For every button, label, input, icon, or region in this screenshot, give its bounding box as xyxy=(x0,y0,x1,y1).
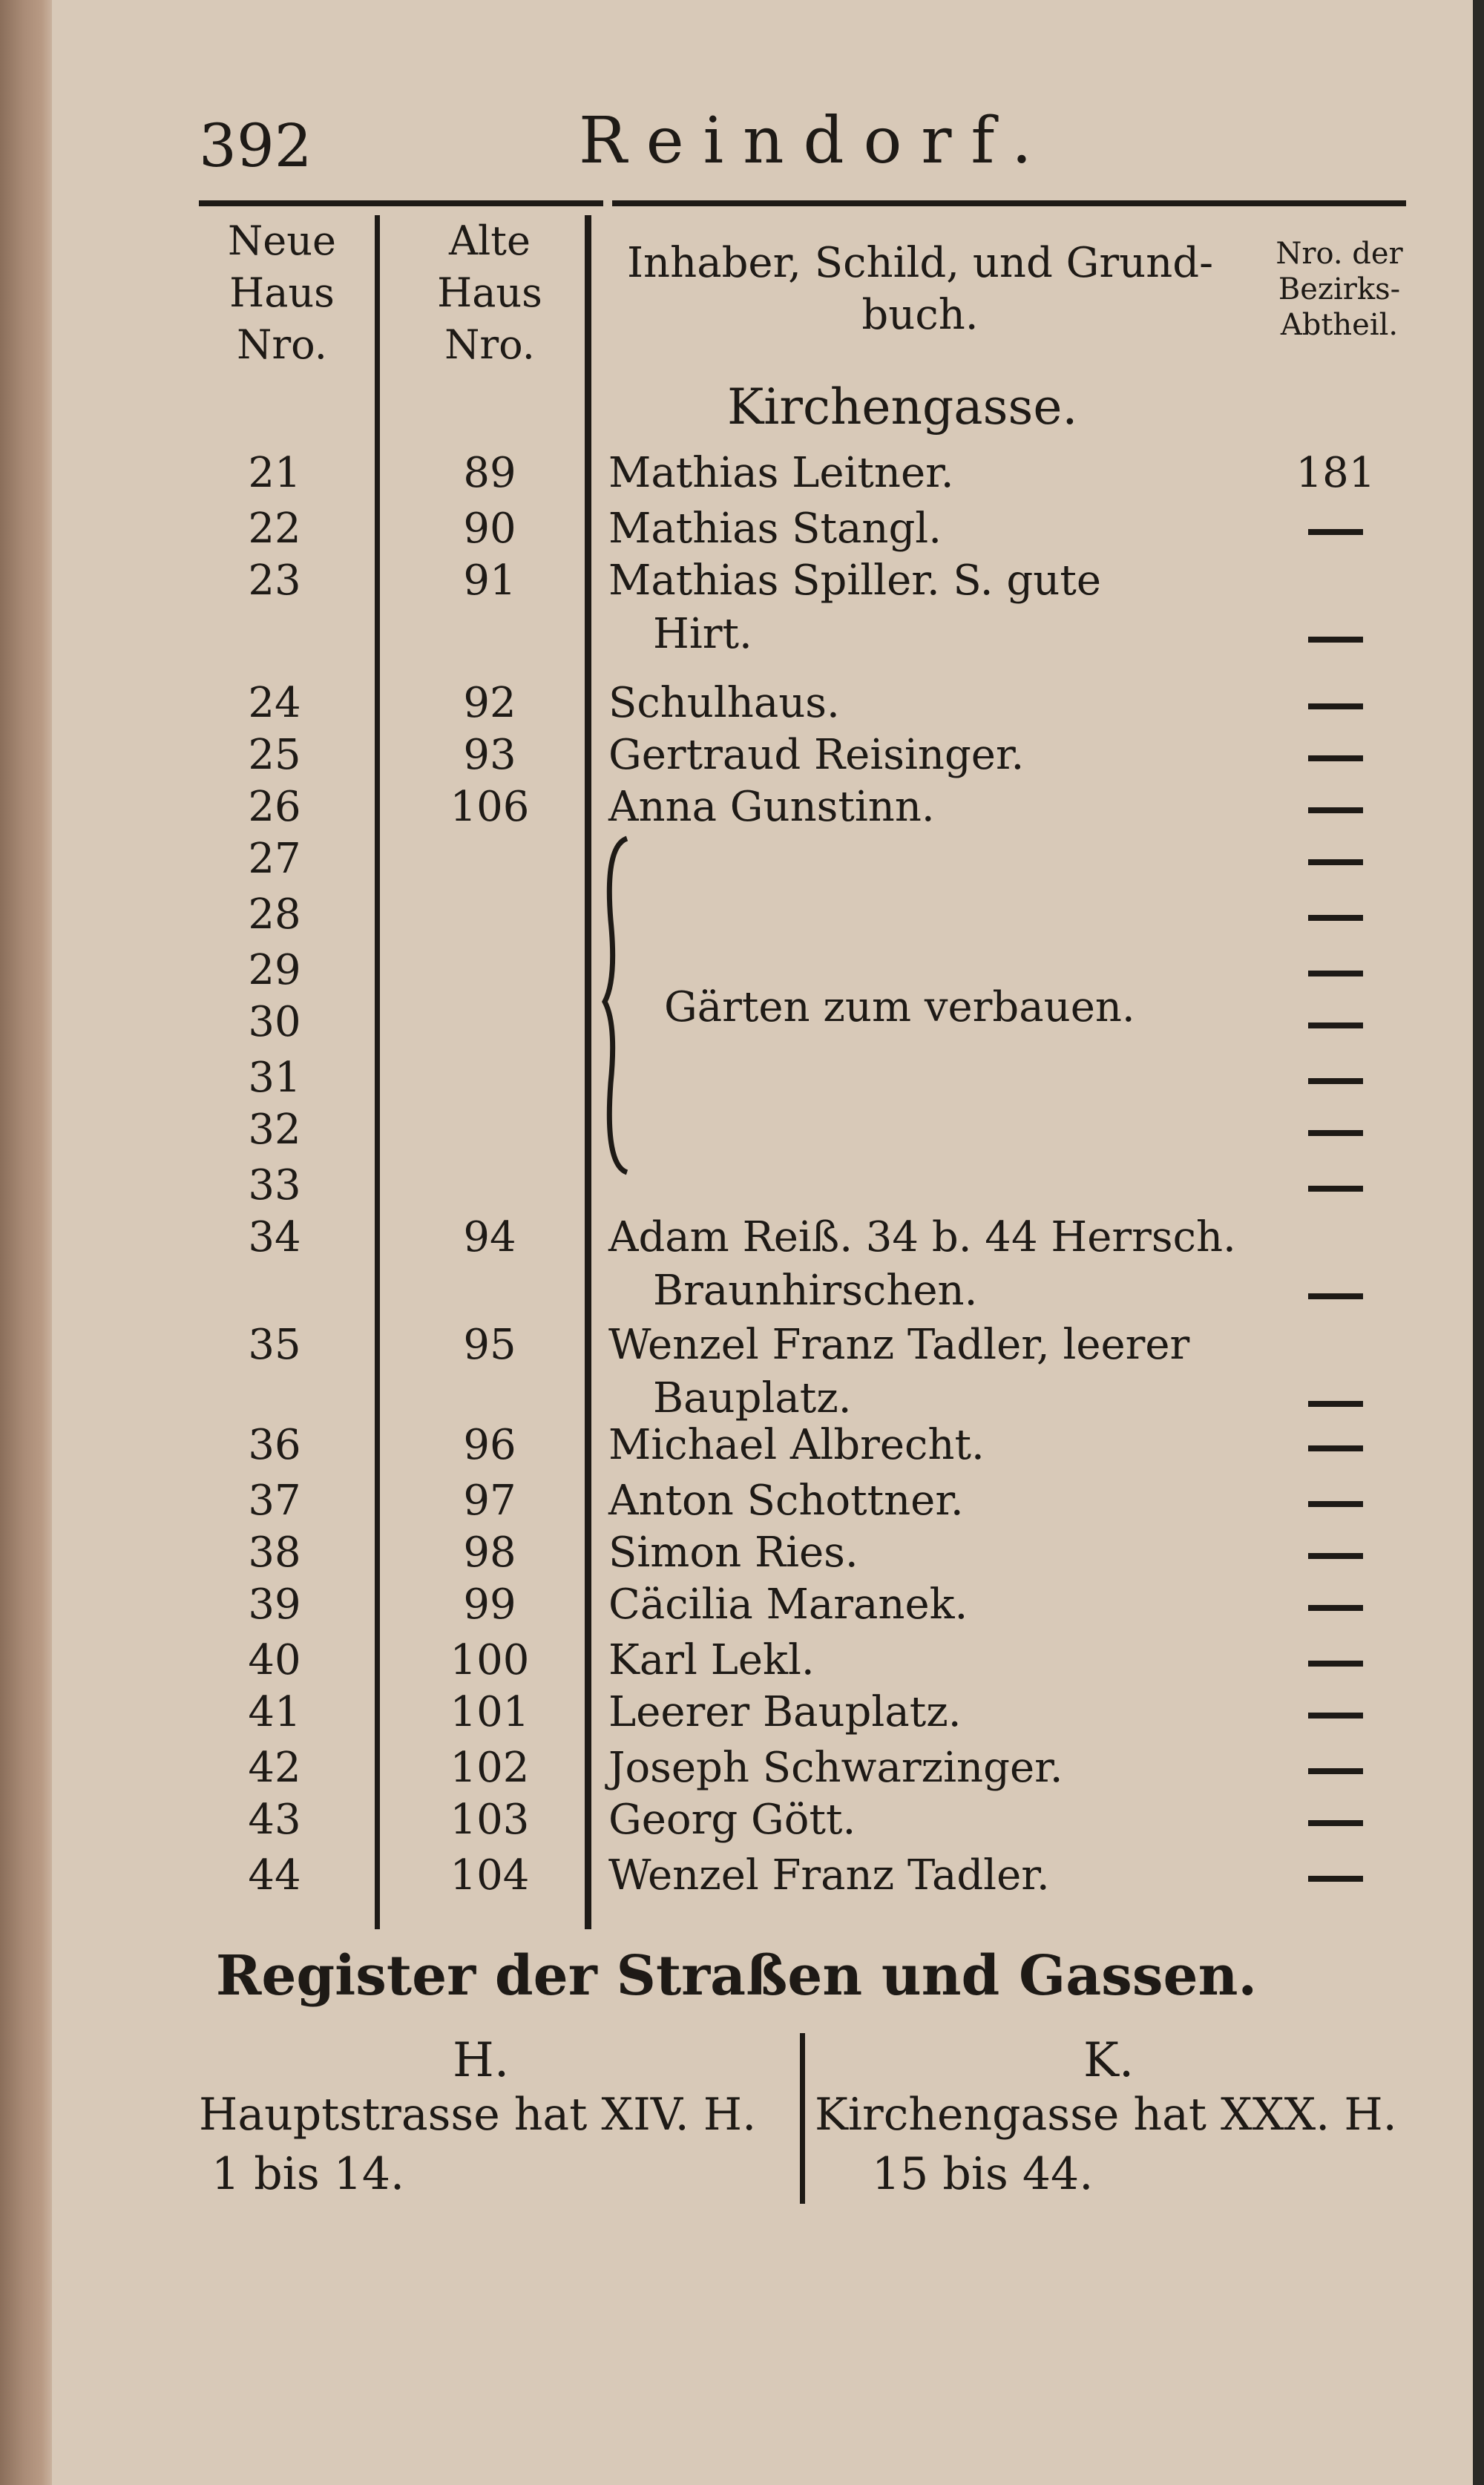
new-house-number: 29 xyxy=(248,946,301,994)
old-house-number: 90 xyxy=(463,505,516,553)
owner-name: Georg Gött. xyxy=(608,1796,856,1844)
table-row xyxy=(0,1688,1473,1740)
register-entry-hauptstrasse: Hauptstrasse hat XIV. H. xyxy=(199,2089,757,2141)
district-dash xyxy=(1308,1130,1363,1136)
new-house-number: 28 xyxy=(248,890,301,939)
owner-name: Karl Lekl. xyxy=(608,1636,815,1684)
old-house-number: 96 xyxy=(463,1421,516,1469)
new-house-number: 25 xyxy=(248,731,301,779)
owner-name-continued: Hirt. xyxy=(653,610,752,658)
running-title: Reindorf. xyxy=(579,104,1051,178)
col-header-district-line3: Abtheil. xyxy=(1280,308,1399,342)
new-house-number: 24 xyxy=(248,679,301,727)
table-row xyxy=(0,449,1473,501)
table-row xyxy=(0,1213,1473,1265)
register-title: Register der Straßen und Gassen. xyxy=(215,1944,1258,2008)
col-header-old-line1: Alte xyxy=(449,217,531,264)
table-row xyxy=(0,1636,1473,1688)
table-row xyxy=(0,1161,1473,1213)
owner-name: Wenzel Franz Tadler. xyxy=(608,1851,1050,1900)
col-header-owner-line1: Inhaber, Schild, und Grund- xyxy=(626,239,1214,287)
page-number: 392 xyxy=(199,111,312,180)
col-header-new-line1: Neue xyxy=(228,217,336,264)
owner-name: Cäcilia Maranek. xyxy=(608,1580,968,1629)
district-dash xyxy=(1308,1078,1363,1084)
old-house-number: 91 xyxy=(463,557,516,605)
district-dash xyxy=(1308,859,1363,865)
table-row xyxy=(0,1529,1473,1580)
col-header-old-house xyxy=(408,215,571,371)
col-header-old-line3: Nro. xyxy=(444,321,535,368)
district-dash xyxy=(1308,1501,1363,1507)
table-row xyxy=(0,1477,1473,1529)
old-house-number: 92 xyxy=(463,679,516,727)
old-house-number: 99 xyxy=(463,1580,516,1629)
new-house-number: 32 xyxy=(248,1106,301,1154)
owner-name: Mathias Spiller. S. gute xyxy=(608,557,1101,605)
district-number xyxy=(1287,1161,1384,1209)
garden-note: Gärten zum verbauen. xyxy=(664,983,1135,1031)
new-house-number: 42 xyxy=(248,1744,301,1792)
district-number xyxy=(1287,505,1384,553)
district-number xyxy=(1287,1744,1384,1792)
table-row xyxy=(0,890,1473,942)
new-house-number: 36 xyxy=(248,1421,301,1469)
col-header-owner-line2: buch. xyxy=(861,291,979,339)
register-divider xyxy=(800,2033,805,2204)
old-house-number: 97 xyxy=(463,1477,516,1525)
table-row xyxy=(0,1851,1473,1903)
col-header-district xyxy=(1247,236,1432,343)
table-row xyxy=(0,1054,1473,1106)
owner-name: Mathias Leitner. xyxy=(608,449,954,497)
register-range-hauptstrasse: 1 bis 14. xyxy=(211,2148,405,2200)
table-row xyxy=(0,679,1473,731)
new-house-number: 44 xyxy=(248,1851,301,1900)
table-row xyxy=(0,1421,1473,1473)
new-house-number: 30 xyxy=(248,998,301,1046)
owner-name: Schulhaus. xyxy=(608,679,840,727)
new-house-number: 39 xyxy=(248,1580,301,1629)
new-house-number: 40 xyxy=(248,1636,301,1684)
new-house-number: 21 xyxy=(248,449,301,497)
district-number xyxy=(1287,1269,1384,1317)
new-house-number: 37 xyxy=(248,1477,301,1525)
owner-name-continued: Braunhirschen. xyxy=(653,1267,978,1315)
district-dash xyxy=(1308,637,1363,643)
garden-brace xyxy=(597,831,649,1180)
owner-name: Adam Reiß. 34 b. 44 Herrsch. xyxy=(608,1213,1236,1261)
district-dash xyxy=(1308,1876,1363,1882)
district-dash xyxy=(1308,1186,1363,1192)
district-number xyxy=(1287,1636,1384,1684)
district-dash xyxy=(1308,1605,1363,1611)
district-number xyxy=(1287,835,1384,883)
owner-name-continued: Bauplatz. xyxy=(653,1374,852,1422)
district-number xyxy=(1287,1580,1384,1629)
owner-name: Mathias Stangl. xyxy=(608,505,942,553)
new-house-number: 27 xyxy=(248,835,301,883)
col-header-district-line1: Nro. der xyxy=(1275,237,1403,271)
old-house-number: 102 xyxy=(450,1744,530,1792)
new-house-number: 33 xyxy=(248,1161,301,1209)
register-entry-kirchengasse: Kirchengasse hat XXX. H. xyxy=(815,2089,1397,2141)
new-house-number: 22 xyxy=(248,505,301,553)
district-dash xyxy=(1308,1820,1363,1826)
street-heading: Kirchengasse. xyxy=(727,378,1078,436)
district-number xyxy=(1287,783,1384,831)
table-row xyxy=(0,505,1473,557)
old-house-number: 89 xyxy=(463,449,516,497)
district-number xyxy=(1287,1688,1384,1736)
district-dash xyxy=(1308,703,1363,709)
district-number xyxy=(1287,1376,1384,1425)
district-number xyxy=(1287,731,1384,779)
district-number xyxy=(1287,1477,1384,1525)
owner-name: Leerer Bauplatz. xyxy=(608,1688,962,1736)
new-house-number: 38 xyxy=(248,1529,301,1577)
district-number xyxy=(1287,1054,1384,1102)
col-header-new-line3: Nro. xyxy=(237,321,327,368)
old-house-number: 104 xyxy=(450,1851,530,1900)
owner-name: Simon Ries. xyxy=(608,1529,858,1577)
district-dash xyxy=(1308,1293,1363,1299)
district-dash xyxy=(1308,1022,1363,1028)
old-house-number: 94 xyxy=(463,1213,516,1261)
table-row xyxy=(0,1321,1473,1373)
register-letter-h: H. xyxy=(453,2033,510,2088)
owner-name: Michael Albrecht. xyxy=(608,1421,985,1469)
district-number xyxy=(1287,612,1384,660)
district-dash xyxy=(1308,1553,1363,1559)
new-house-number: 34 xyxy=(248,1213,301,1261)
district-dash xyxy=(1308,807,1363,813)
register-letter-k: K. xyxy=(1083,2033,1135,2088)
district-dash xyxy=(1308,915,1363,921)
table-row xyxy=(0,1796,1473,1848)
owner-name: Anton Schottner. xyxy=(608,1477,964,1525)
table-row xyxy=(0,1744,1473,1796)
new-house-number: 23 xyxy=(248,557,301,605)
district-dash xyxy=(1308,1445,1363,1451)
district-number xyxy=(1287,1529,1384,1577)
old-house-number: 101 xyxy=(450,1688,530,1736)
new-house-number: 35 xyxy=(248,1321,301,1369)
district-number xyxy=(1287,1106,1384,1154)
col-header-old-line2: Haus xyxy=(437,269,542,316)
new-house-number: 26 xyxy=(248,783,301,831)
district-number xyxy=(1287,679,1384,727)
district-dash xyxy=(1308,529,1363,535)
col-header-new-line2: Haus xyxy=(229,269,335,316)
district-dash xyxy=(1308,1768,1363,1774)
old-house-number: 106 xyxy=(450,783,530,831)
col-header-owner xyxy=(605,237,1235,341)
col-header-district-line2: Bezirks- xyxy=(1278,272,1401,306)
district-number xyxy=(1287,1421,1384,1469)
district-number xyxy=(1287,946,1384,994)
table-row xyxy=(0,1106,1473,1158)
owner-name: Anna Gunstinn. xyxy=(608,783,935,831)
table-row xyxy=(0,557,1473,608)
district-number xyxy=(1287,890,1384,939)
old-house-number: 100 xyxy=(450,1636,530,1684)
old-house-number: 95 xyxy=(463,1321,516,1369)
district-number xyxy=(1287,998,1384,1046)
table-row xyxy=(0,731,1473,783)
new-house-number: 41 xyxy=(248,1688,301,1736)
district-dash xyxy=(1308,1401,1363,1407)
district-dash xyxy=(1308,1713,1363,1719)
col-header-new-house xyxy=(200,215,364,371)
new-house-number: 31 xyxy=(248,1054,301,1102)
register-range-kirchengasse: 15 bis 44. xyxy=(872,2148,1094,2200)
district-number: 181 xyxy=(1296,449,1376,497)
owner-name: Wenzel Franz Tadler, leerer xyxy=(608,1321,1190,1369)
table-row xyxy=(0,783,1473,835)
header-rule-left xyxy=(199,200,603,206)
district-dash xyxy=(1308,1661,1363,1667)
table-row xyxy=(0,1580,1473,1632)
district-dash xyxy=(1308,971,1363,976)
old-house-number: 93 xyxy=(463,731,516,779)
district-dash xyxy=(1308,755,1363,761)
old-house-number: 103 xyxy=(450,1796,530,1844)
header-rule-right xyxy=(612,200,1406,206)
owner-name: Joseph Schwarzinger. xyxy=(608,1744,1063,1792)
table-row xyxy=(0,835,1473,887)
new-house-number: 43 xyxy=(248,1796,301,1844)
district-number xyxy=(1287,1796,1384,1844)
owner-name: Gertraud Reisinger. xyxy=(608,731,1025,779)
district-number xyxy=(1287,1851,1384,1900)
old-house-number: 98 xyxy=(463,1529,516,1577)
